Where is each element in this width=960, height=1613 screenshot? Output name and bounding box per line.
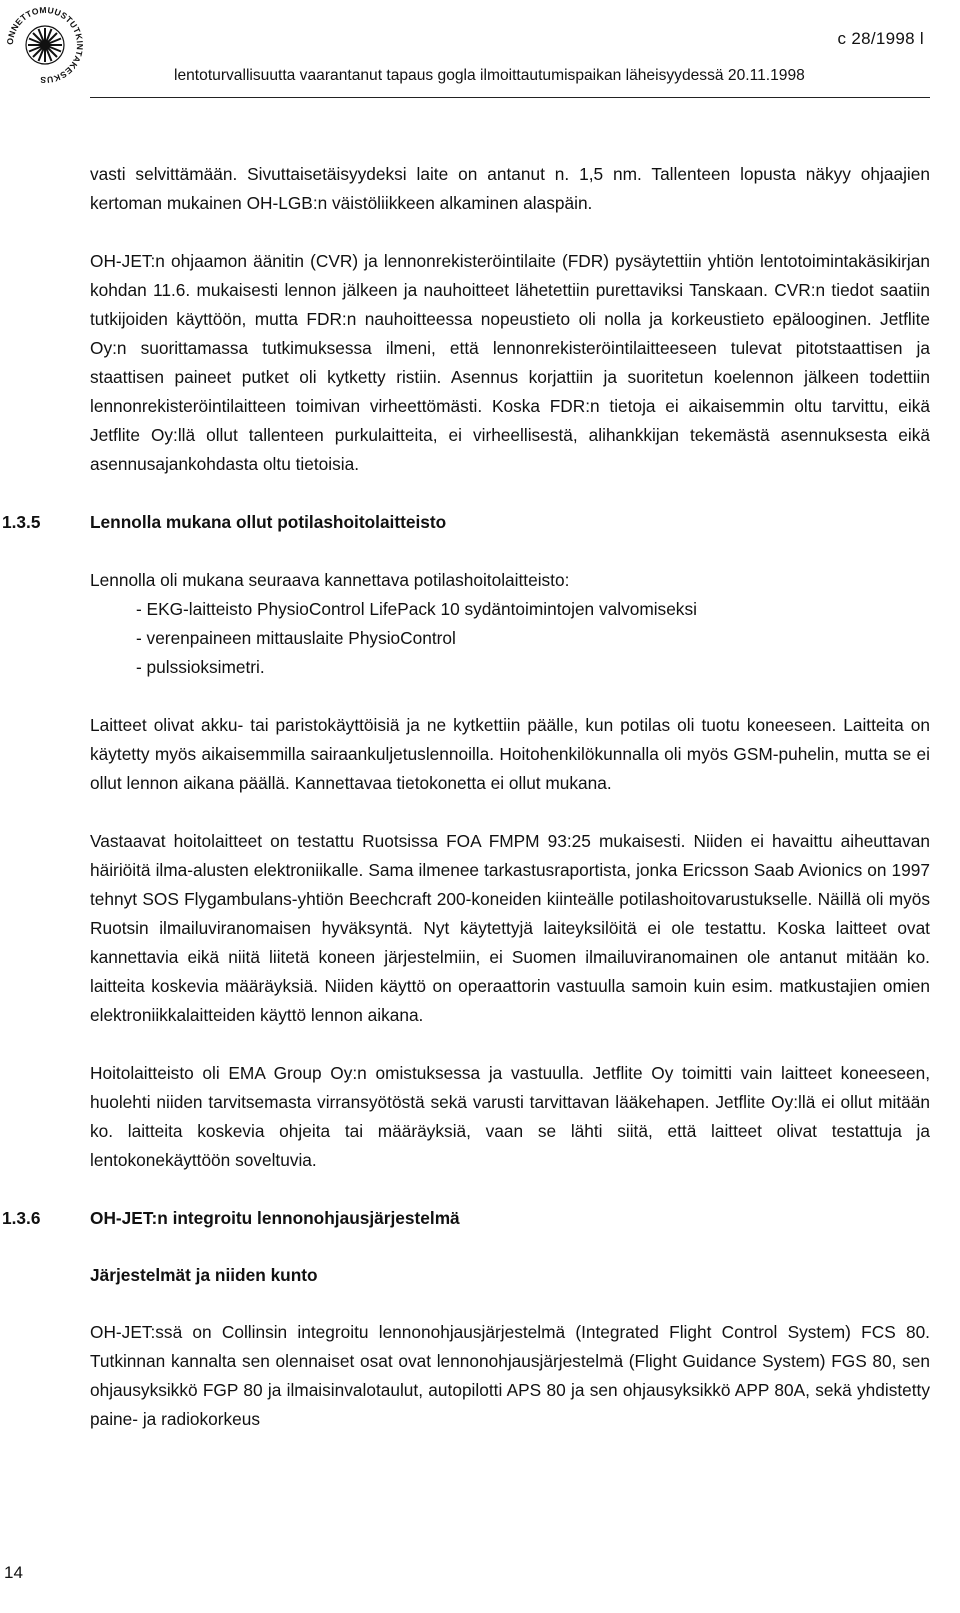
section-number: 1.3.6 (2, 1208, 41, 1228)
paragraph: Hoitolaitteisto oli EMA Group Oy:n omistuksessa ja vastuulla. Jetflite Oy toimitti vain laitteet koneeseen, huolehti niiden tarvitsemasta virransyötöstä sekä varusti tarvittavan lääkehapen. Jetflite Oy:llä ei ollut mitään ko. laitteita koskevia ohjeita tai määräyksiä, vaan se lähti siitä, että laitteet olivat testattuja ja lentokonekäyttöön soveltuvia. (90, 1063, 930, 1170)
subsection-heading: Järjestelmät ja niiden kunto (90, 1265, 318, 1285)
section-title: Lennolla mukana ollut potilashoitolaitteisto (90, 512, 447, 532)
header-divider (90, 97, 930, 98)
page-number: 14 (4, 1563, 23, 1582)
seal-sunburst-icon (26, 26, 64, 64)
section-number: 1.3.5 (2, 512, 41, 532)
seal-ring-text: ONNETTOMUUSTUTKINTAKESKUS (4, 4, 86, 86)
agency-seal-logo (0, 0, 90, 90)
section-heading-1-3-5 (2, 508, 930, 537)
paragraph: Lennolla oli mukana seuraava kannettava potilashoitolaitteisto: (90, 570, 570, 590)
list-item: - verenpaineen mittauslaite PhysioControl (136, 628, 456, 648)
paragraph: Vastaavat hoitolaitteet on testattu Ruotsissa FOA FMPM 93:25 mukaisesti. Niiden ei havaittu aiheuttavan häiriöitä ilma-alusten elektroniikalle. Sama ilmenee tarkastusraportista, jonka Ericsson Saab Avionics on 1997 tehnyt SOS Flygambulans-yhtiön Beechcraft 200-koneiden kiinteälle potilashoitovarustukselle. Näillä oli myös Ruotsin ilmailuviranomaisen hyväksyntä. Nyt käytettyjä laiteyksilöitä ei ole testattu. Koska laitteet ovat kannettavia eikä niitä liitetä koneen järjestelmiin, ei Suomen ilmailuviranomainen ole antanut mitään ko. laitteita koskevia määräyksiä. Niiden käyttö on operaattorin vastuulla samoin kuin esim. matkustajien omien elektroniikkalaitteiden käyttö lennon aikana. (90, 831, 930, 1025)
document-body (2, 160, 930, 1434)
document-subtitle: lentoturvallisuutta vaarantanut tapaus gogla ilmoittautumispaikan läheisyydessä 20.11.1998 (174, 67, 805, 84)
list-item: - EKG-laitteisto PhysioControl LifePack 10 sydäntoimintojen valvomiseksi (136, 599, 697, 619)
paragraph: vasti selvittämään. Sivuttaisetäisyydeksi laite on antanut n. 1,5 nm. Tallenteen lopusta näkyy ohjaajien kertoman mukainen OH-LGB:n väistöliikkeen alkaminen alaspäin. (90, 164, 930, 213)
section-heading-1-3-6 (2, 1204, 930, 1233)
paragraph: OH-JET:ssä on Collinsin integroitu lennonohjausjärjestelmä (Integrated Flight Control System) FCS 80. Tutkinnan kannalta sen olennaiset osat ovat lennonohjausjärjestelmä (Flight Guidance System) FGS 80, sen ohjausyksikkö FGP 80 ja ilmaisinvalotaulut, autopilotti APS 80 ja sen ohjausyksikkö APP 80A, sekä yhdistetty paine- ja radiokorkeus (90, 1322, 930, 1429)
equipment-list (90, 595, 930, 682)
list-item: - pulssioksimetri. (136, 657, 265, 677)
paragraph: OH-JET:n ohjaamon äänitin (CVR) ja lennonrekisteröintilaite (FDR) pysäytettiin yhtiön lentotoimintakäsikirjan kohdan 11.6. mukaisesti lennon jälkeen ja nauhoitteet lähetettiin purettaviksi Tanskaan. CVR:n tiedot saatiin tutkijoiden käyttöön, mutta FDR:n nauhoitteessa nopeustieto oli nolla ja korkeustieto epälooginen. Jetflite Oy:n suorittamassa tutkimuksessa ilmeni, että lennonrekisteröintilaitteeseen tulevat pitotstaattisen ja staattisen paineet putket oli kytketty ristiin. Asennus korjattiin ja suoritetun koelennon jälkeen todettiin lennonrekisteröintilaitteen toimivan virheettömästi. Koska FDR:n tietoja ei aikaisemmin oltu tarvittu, eikä Jetflite Oy:llä ollut tallenteen purkulaitteita, ei virheellisestä, alihankkijan tekemästä asennuksesta eikä asennusajankohdasta oltu tietoisia. (90, 251, 930, 474)
paragraph: Laitteet olivat akku- tai paristokäyttöisiä ja ne kytkettiin päälle, kun potilas oli tuotu koneeseen. Laitteita on käytetty myös aikaisemmilla sairaankuljetuslennoilla. Hoitohenkilökunnalla oli myös GSM-puhelin, mutta se ei ollut lennon aikana päällä. Kannettavaa tietokonetta ei ollut mukana. (90, 715, 930, 793)
section-title: OH-JET:n integroitu lennonohjausjärjestelmä (90, 1208, 460, 1228)
document-code: c 28/1998 l (837, 29, 924, 48)
